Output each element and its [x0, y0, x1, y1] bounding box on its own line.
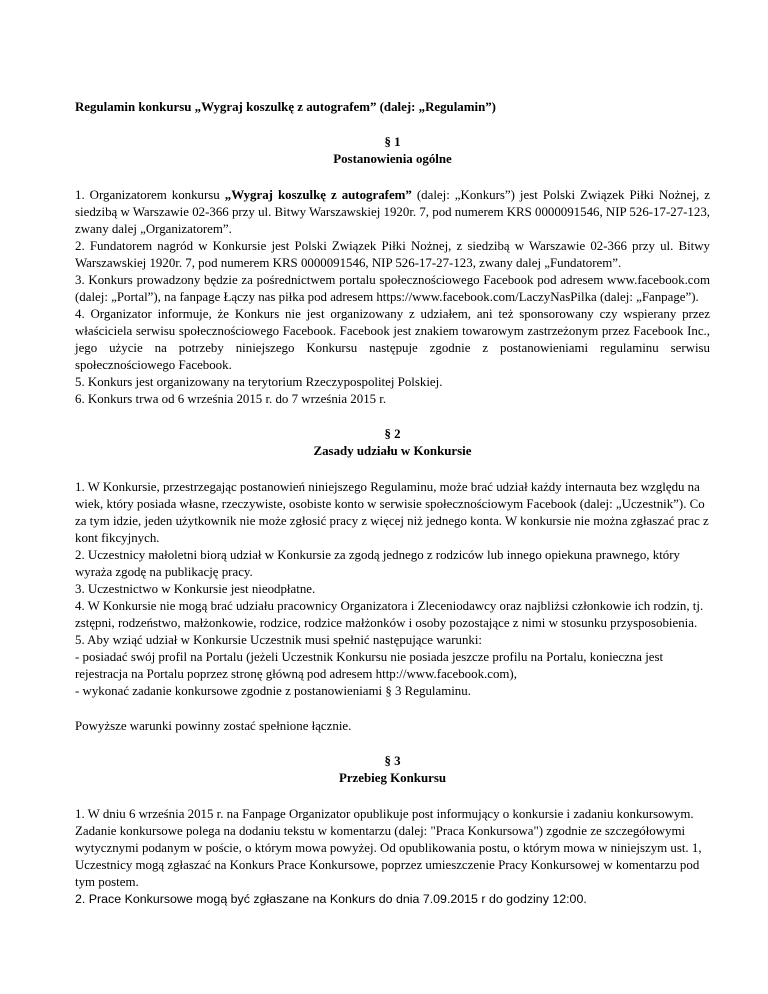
section-1-header — [75, 134, 710, 168]
section-1-body — [75, 187, 710, 408]
section-2-paragraph-4: 4. W Konkursie nie mogą brać udziału pracownicy Organizatora i Zleceniodawcy oraz najbliżsi członkowie ich rodzin, tj. zstępni, rodzeństwo, małżonkowie, rodzice, rodzice małżonków i osoby pozostające z nimi w stosunku przysposobienia. — [75, 599, 704, 630]
section-2-body — [75, 479, 710, 700]
section-1-paragraph-3: 3. Konkurs prowadzony będzie za pośrednictwem portalu społecznościowego Facebook pod adresem www.facebook.com (dalej: „Portal”), na fanpage Łączy nas piłka pod adresem https://www.facebook.com/LaczyNasPilka (dalej: „Fanpage”). — [75, 273, 710, 304]
section-1-paragraph-6: 6. Konkurs trwa od 6 września 2015 r. do 7 września 2015 r. — [75, 392, 387, 406]
section-2-paragraph-6: - posiadać swój profil na Portalu (jeżeli Uczestnik Konkursu nie posiada jeszcze profilu na Portalu, konieczna jest rejestracja na Portalu poprzez stronę główną pod adresem http://www.facebook.com), — [75, 650, 664, 681]
paragraph-text: (dalej: „Konkurs”) jest Polski Związek Piłki Nożnej, z siedzibą w Warszawie 02-366 przy ul. Bitwy Warszawskiej 1920r. 7, pod numerem KRS 0000091546, NIP 526-17-27-123, zwany dalej „Organizatorem”. — [75, 188, 711, 236]
contest-name-bold: „Wygraj koszulkę z autografem” — [224, 188, 412, 202]
section-3-body — [75, 806, 710, 908]
section-2-paragraph-5: 5. Aby wziąć udział w Konkursie Uczestnik musi spełnić następujące warunki: — [75, 633, 483, 647]
section-2-paragraph-7: - wykonać zadanie konkursowe zgodnie z postanowieniami § 3 Regulaminu. — [75, 684, 471, 698]
section-1-paragraph-5: 5. Konkurs jest organizowany na terytorium Rzeczypospolitej Polskiej. — [75, 375, 443, 389]
section-1-paragraph-4: 4. Organizator informuje, że Konkurs nie jest organizowany z udziałem, ani też sponsorowany czy wspierany przez właściciela serwisu społecznościowego Facebook. Facebook jest znakiem towarowym zastrzeżonym przez Facebook Inc., jego użycie na potrzeby niniejszego Konkursu następuje zgodnie z postanowieniami regulaminu serwisu społecznościowego Facebook. — [75, 307, 710, 372]
document-title: Regulamin konkursu „Wygraj koszulkę z autografem” (dalej: „Regulamin”) — [75, 100, 496, 114]
section-3-number: § 3 — [384, 754, 401, 768]
section-2-paragraph-1: 1. W Konkursie, przestrzegając postanowień niniejszego Regulaminu, może brać udział każdy internauta bez względu na wiek, który posiada własne, rzeczywiste, osobiste konto w serwisie społecznościowym Facebook (dalej: „Uczestnik”). Co za tym idzie, jeden użytkownik nie może zgłosić pracy z więcej niż jednego konta. W konkursie nie można zgłaszać prac z kont fikcyjnych. — [75, 480, 709, 545]
section-2-paragraph-3: 3. Uczestnictwo w Konkursie jest nieodpłatne. — [75, 582, 316, 596]
section-3-paragraph-1: 1. W dniu 6 września 2015 r. na Fanpage Organizator opublikuje post informujący o konkursie i zadaniu konkursowym. Zadanie konkursowe polega na dodaniu tekstu w komentarzu (dalej: "Praca Konkursowa") zgodnie ze szczegółowymi wytycznymi podanym w poście, o którym mowa powyżej. Od opublikowania postu, o którym mowa w niniejszym ust. 1, Uczestnicy mogą zgłaszać na Konkurs Prace Konkursowe, poprzez umieszczenie Pracy Konkursowej w komentarzu pod tym postem. — [75, 807, 702, 889]
section-2-closing: Powyższe warunki powinny zostać spełnione łącznie. — [75, 719, 352, 733]
section-3-heading: Przebieg Konkursu — [338, 771, 447, 785]
document-body — [75, 99, 710, 908]
section-1-paragraph-2: 2. Fundatorem nagród w Konkursie jest Polski Związek Piłki Nożnej, z siedzibą w Warszawie 02-366 przy ul. Bitwy Warszawskiej 1920r. 7, pod numerem KRS 0000091546, NIP 526-17-27-123, zwany dalej „Fundatorem”. — [75, 239, 710, 270]
section-1-paragraph-1 — [75, 187, 710, 238]
section-2-number: § 2 — [384, 427, 401, 441]
paragraph-text: 1. Organizatorem konkursu — [75, 188, 225, 202]
section-2-header — [75, 426, 710, 460]
section-2-heading: Zasady udziału w Konkursie — [313, 444, 472, 458]
section-1-heading: Postanowienia ogólne — [333, 152, 452, 166]
section-3-header — [75, 753, 710, 787]
section-3-paragraph-2: 2. Prace Konkursowe mogą być zgłaszane na Konkurs do dnia 7.09.2015 r do godziny 12:00. — [75, 892, 587, 906]
section-2-paragraph-2: 2. Uczestnicy małoletni biorą udział w Konkursie za zgodą jednego z rodziców lub innego opiekuna prawnego, który wyraża zgodę na publikację pracy. — [75, 548, 680, 579]
section-1-number: § 1 — [384, 135, 401, 149]
